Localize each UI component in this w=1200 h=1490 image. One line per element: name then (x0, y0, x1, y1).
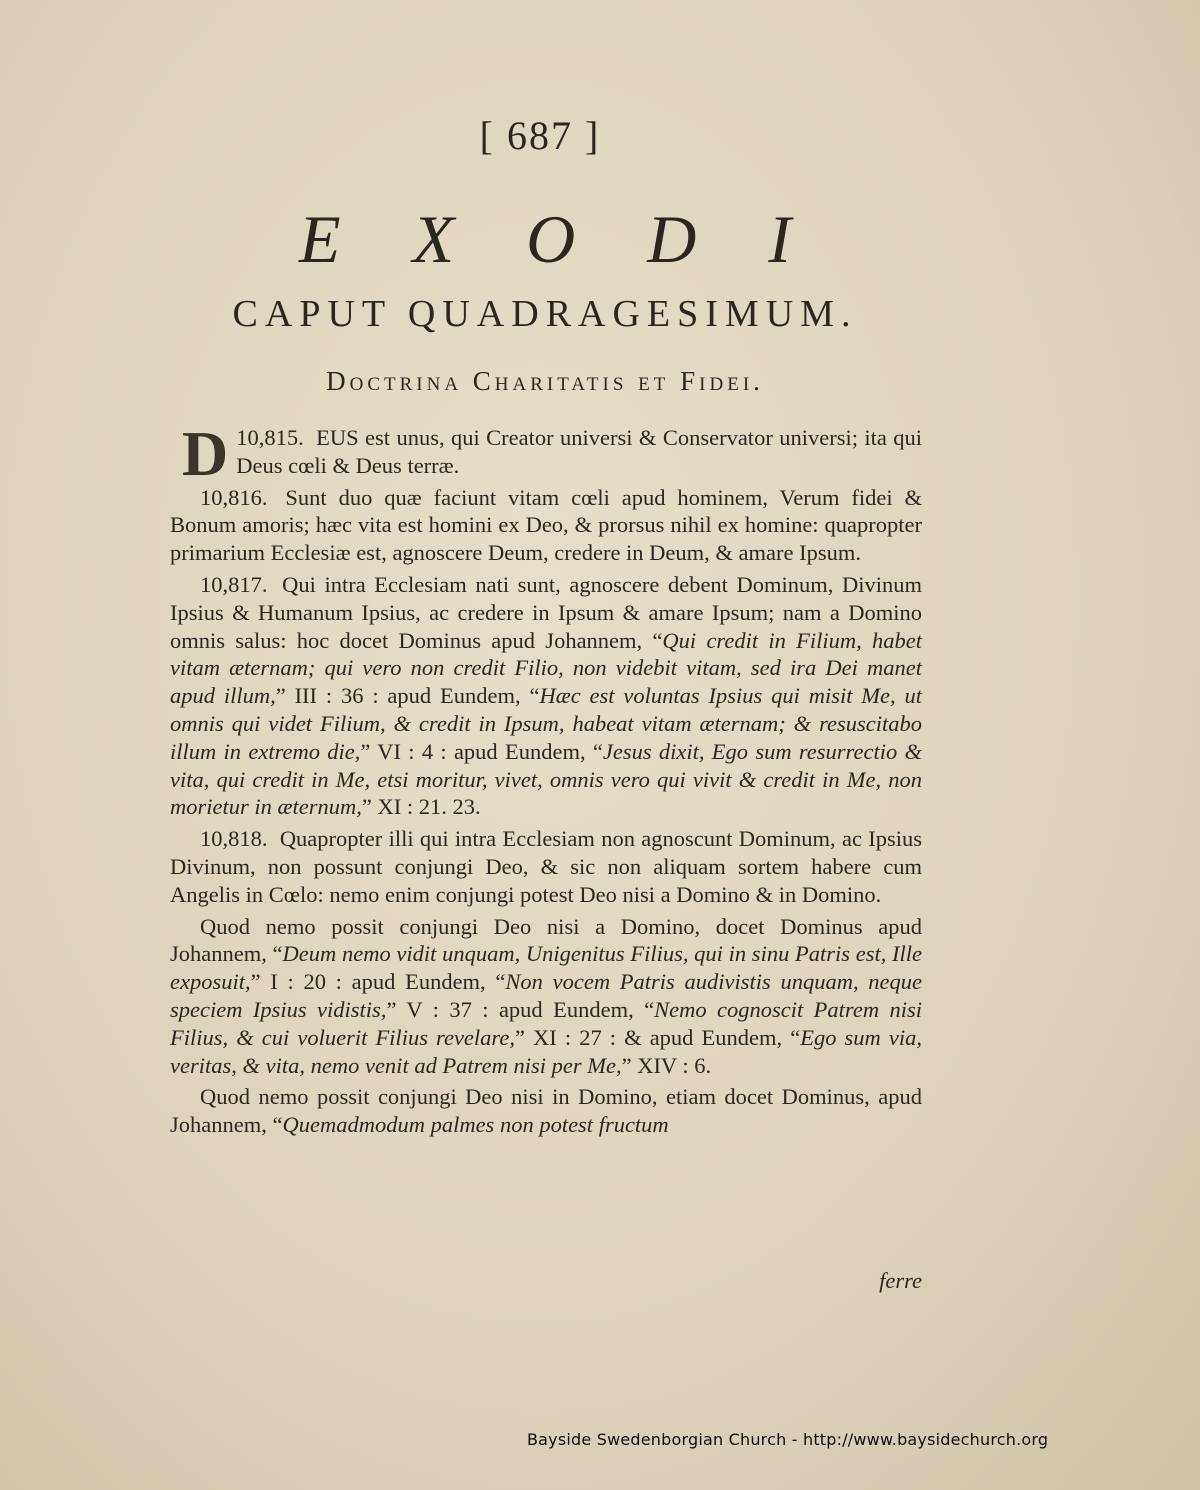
page-number: [ 687 ] (479, 113, 601, 158)
scripture-quote: Hæc est voluntas Ipsius qui misit Me, ut omnis qui videt Filium, & credit in Ipsum, habeat vitam æternam; & resuscitabo illum in extremo die, (170, 683, 922, 764)
section-title: Doctrina Charitatis et Fidei. (326, 366, 764, 396)
scripture-quote: Jesus dixit, Ego sum resurrectio & vita, qui credit in Me, etsi moritur, vivet, omnis vero qui vivit & credit in Me, non morietur in æternum, (170, 738, 923, 820)
paragraph-text: Qui intra Ecclesiam nati sunt, agnoscere debent Dominum, Divinum Ipsius & Humanum Ipsius, ac credere in Ipsum & amare Ipsum; nam a Domino omnis salus: hoc docet Dominus apud Johannem, “ (170, 571, 923, 653)
scripture-reference: ” I : 20 : apud Eundem, “ (250, 969, 506, 995)
paragraph-text: Quapropter illi qui intra Ecclesiam non agnoscunt Dominum, ac Ipsius Divinum, non possunt conjungi Deo, & sic non aliquam sortem habere cum Angelis in Cœlo: nemo enim conjungi potest Deo nisi a Domino & in Domino. (170, 826, 923, 907)
scripture-quote: Qui credit in Filium, habet vitam æternam; qui vero non credit Filio, non videbit vitam, sed ira Dei manet apud illum, (170, 627, 922, 709)
scripture-reference: ” VI : 4 : apud Eundem, “ (360, 738, 603, 764)
paragraph-text: EUS est unus, qui Creator universi & Conservator universi; ita qui Deus cœli & Deus terræ. (236, 425, 923, 478)
paragraph-quod-1 (170, 913, 922, 1080)
chapter-title: CAPUT QUADRAGESIMUM. (232, 293, 858, 335)
body-text (170, 418, 923, 1143)
paragraph-10816 (170, 484, 922, 567)
paragraph-number: 10,815. (236, 425, 304, 450)
paragraph-10818 (170, 825, 922, 908)
scripture-reference: ” XIV : 6. (621, 1052, 712, 1078)
paragraph-quod-2 (170, 1083, 922, 1139)
paragraph-number: 10,817. (200, 571, 268, 597)
scripture-reference: ” III : 36 : apud Eundem, “ (275, 683, 540, 709)
scripture-reference: ” XI : 27 : & apud Eundem, “ (514, 1024, 801, 1050)
scripture-quote: Deum nemo vidit unquam, Unigenitus Filius, qui in sinu Patris est, Ille exposuit, (170, 941, 923, 995)
catchword: ferre (879, 1268, 922, 1293)
scripture-quote: Ego sum via, veritas, & vita, nemo venit ad Patrem nisi per Me, (170, 1024, 922, 1078)
paragraph-text: Quod nemo possit conjungi Deo nisi a Domino, docet Dominus apud Johannem, “ (170, 913, 922, 967)
scripture-quote: Nemo cognoscit Patrem nisi Filius, & cui voluerit Filius revelare, (170, 996, 922, 1050)
watermark-text: Bayside Swedenborgian Church - http://www.baysidechurch.org (527, 1430, 1049, 1449)
book-title: EXODI (299, 201, 863, 277)
paragraph-10817 (170, 571, 922, 821)
drop-cap: D (182, 418, 229, 489)
paragraph-number: 10,818. (200, 826, 268, 852)
paragraph-10815 (170, 418, 923, 489)
scripture-reference: ” XI : 21. 23. (361, 794, 481, 820)
scripture-quote: Non vocem Patris audivistis unquam, neque speciem Ipsius vidistis, (170, 969, 923, 1022)
scripture-quote: Quemadmodum palmes non potest fructum (282, 1112, 669, 1138)
paragraph-text: Sunt duo quæ faciunt vitam cœli apud hominem, Verum fidei & Bonum amoris; hæc vita est homini ex Deo, & prorsus nihil ex homine: quapropter primarium Ecclesiæ est, agnoscere Deum, credere in Deum, & amare Ipsum. (170, 484, 923, 566)
paragraph-text: Quod nemo possit conjungi Deo nisi in Domino, etiam docet Dominus, apud Johannem, “ (170, 1084, 922, 1138)
scripture-reference: ” V : 37 : apud Eundem, “ (386, 996, 655, 1022)
paragraph-number: 10,816. (200, 484, 268, 510)
